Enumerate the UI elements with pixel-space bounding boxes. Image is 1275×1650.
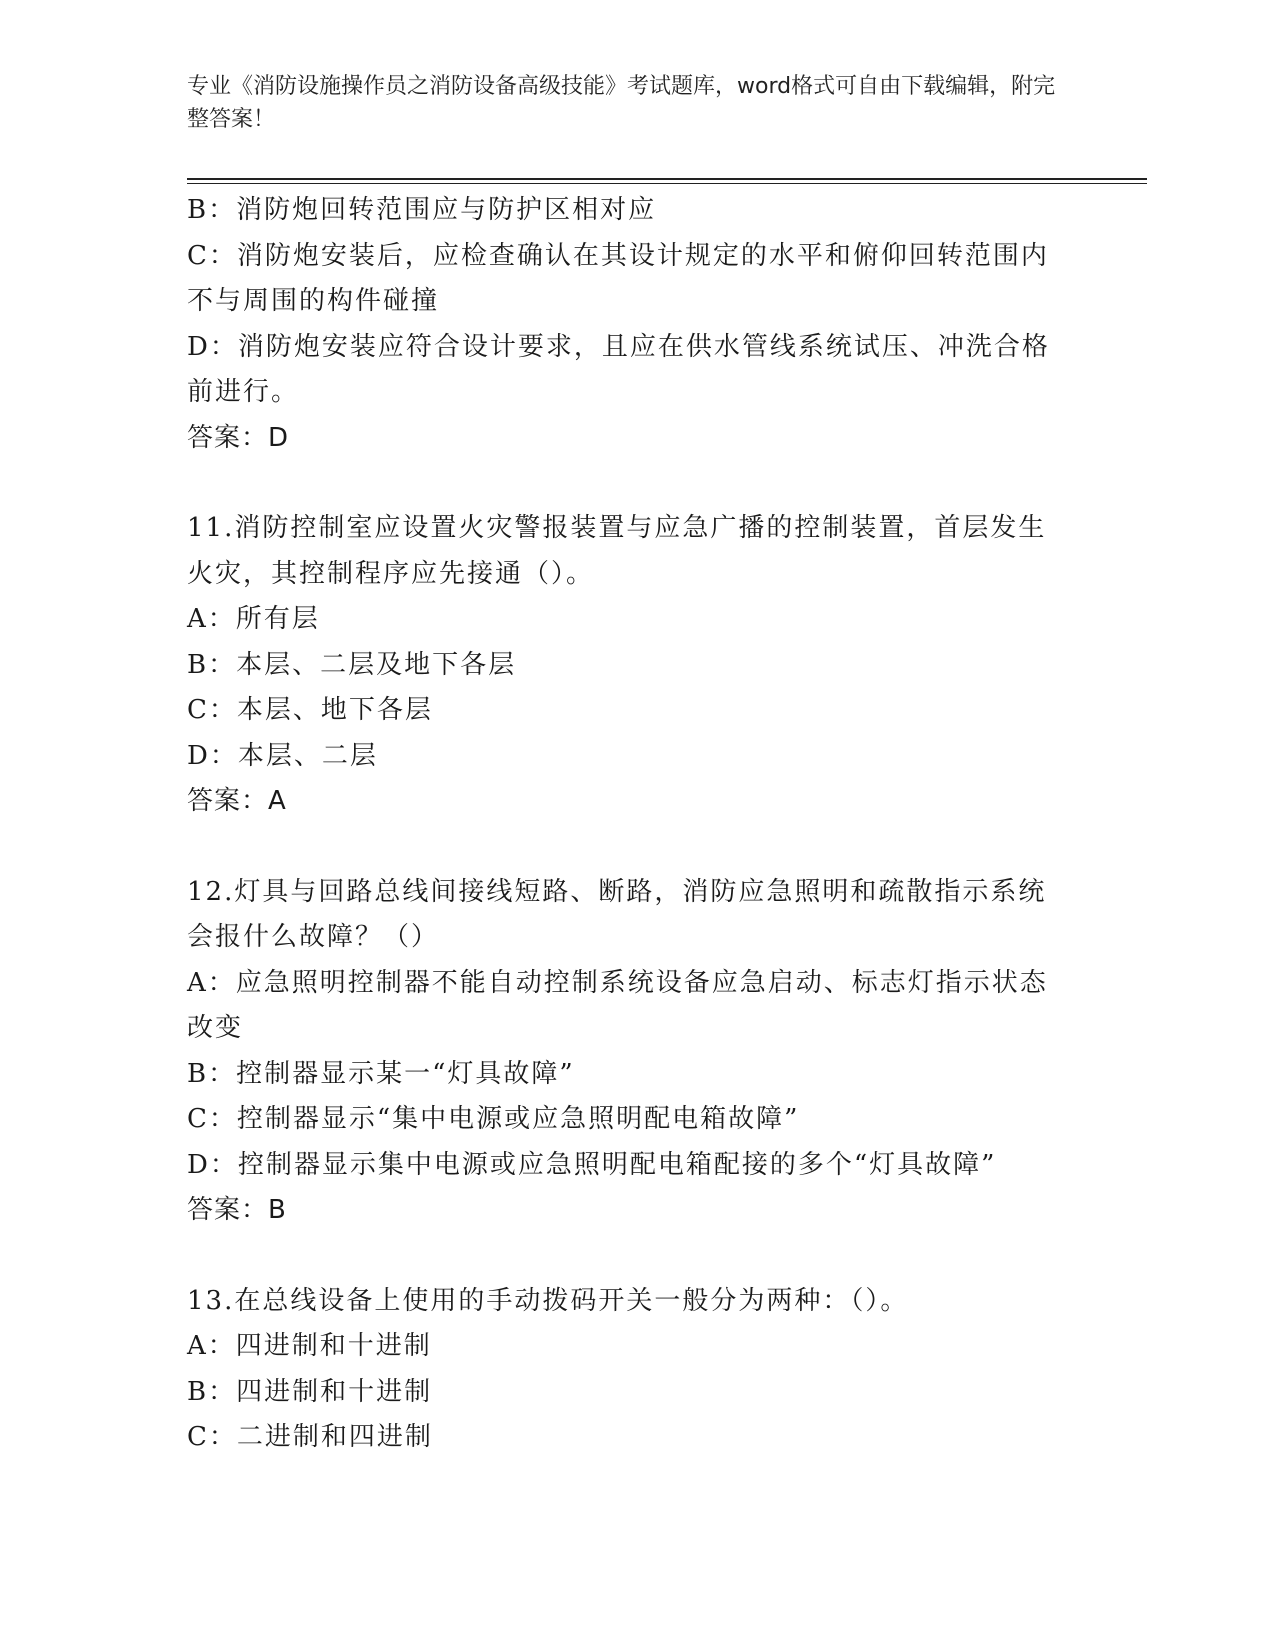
option-c: C：控制器显示“集中电源或应急照明配电箱故障” [187,1104,800,1134]
option-d: D：控制器显示集中电源或应急照明配电箱配接的多个“灯具故障” [187,1149,997,1180]
answer: 答案：D [187,422,290,453]
option-b: B：控制器显示某一“灯具故障” [187,1058,575,1089]
option-b: B：消防炮回转范围应与防护区相对应 [187,195,657,225]
option-d: D：本层、二层 [187,740,378,771]
option-b: B：本层、二层及地下各层 [187,649,517,680]
answer: 答案：B [187,1195,287,1225]
question-stem: 11.消防控制室应设置火灾警报装置与应急广播的控制装置，首层发生火灾，其控制程序应先接通（）。 [187,513,1047,589]
option-c: C：本层、地下各层 [187,695,433,725]
option-c: C：消防炮安装后，应检查确认在其设计规定的水平和俯仰回转范围内不与周围的构件碰撞 [187,240,1049,316]
header-rule-thin [187,183,1147,184]
option-a: A：应急照明控制器不能自动控制系统设备应急启动、标志灯指示状态改变 [187,967,1048,1043]
answer: 答案：A [187,786,287,816]
question-stem: 12.灯具与回路总线间接线短路、断路，消防应急照明和疏散指示系统会报什么故障？（） [187,876,1047,952]
option-b: B：四进制和十进制 [187,1376,433,1407]
option-a: A：四进制和十进制 [187,1331,432,1361]
option-a: A：所有层 [187,604,320,634]
question-content [187,188,1067,1461]
header-rule-thick [187,178,1147,180]
option-d: D：消防炮安装应符合设计要求，且应在供水管线系统试压、冲洗合格前进行。 [187,331,1050,407]
header-note: 专业《消防设施操作员之消防设备高级技能》考试题库，word格式可自由下载编辑，附完整答案！ [187,74,1056,132]
question-stem: 13.在总线设备上使用的手动拨码开关一般分为两种：（）。 [187,1285,909,1316]
option-c: C：二进制和四进制 [187,1422,433,1452]
